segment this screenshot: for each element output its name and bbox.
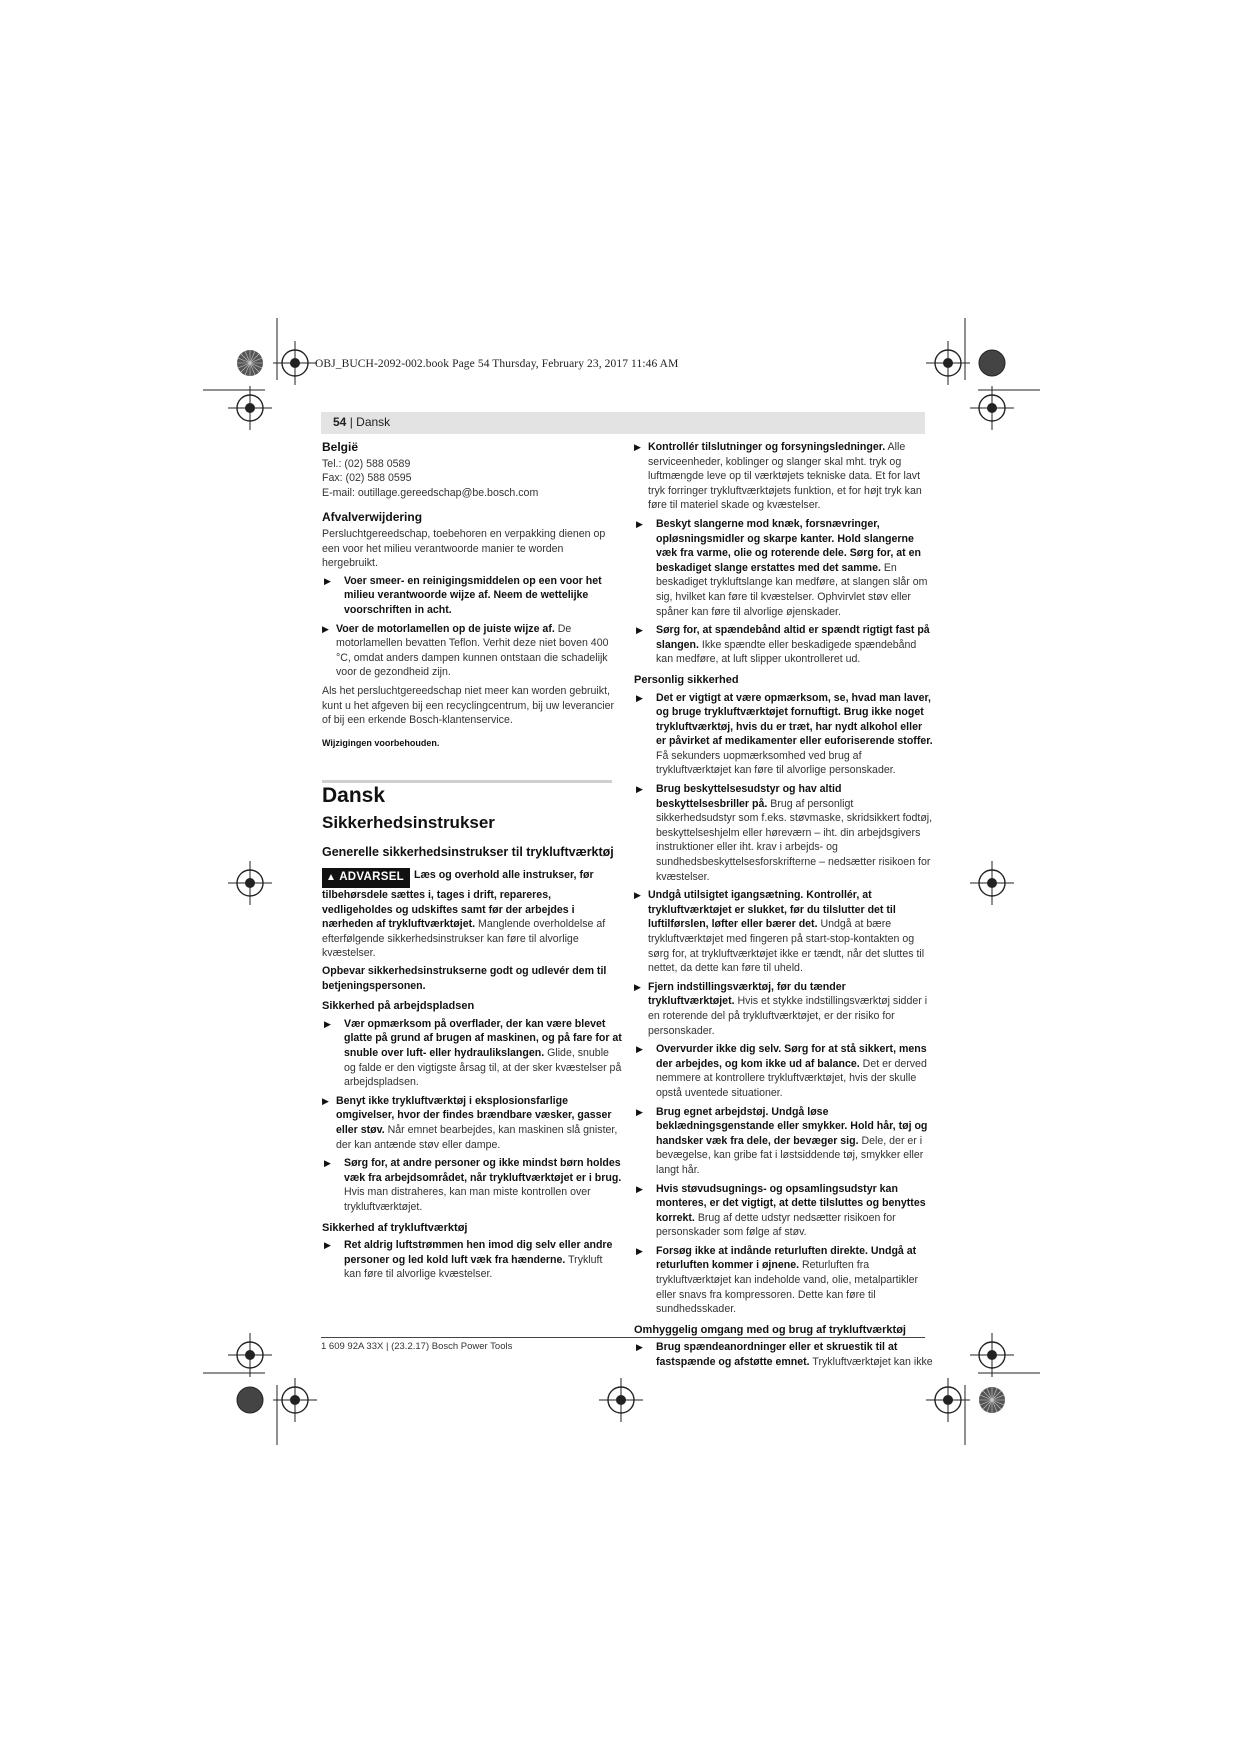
subsection-title: Generelle sikkerhedsinstrukser til trykluftværktøj xyxy=(322,845,614,860)
work-safety-title: Sikkerhed på arbejdspladsen xyxy=(322,1000,475,1013)
bullet-arrow-icon: ▶ xyxy=(324,575,331,586)
bullet-arrow-icon: ▶ xyxy=(634,442,641,452)
bullet-arrow-icon: ▶ xyxy=(636,1183,643,1194)
bullet-arrow-icon: ▶ xyxy=(636,1044,643,1055)
bullet-arrow-icon: ▶ xyxy=(634,981,641,992)
list-item: ▶ Benyt ikke trykluftværktøj i eksplosionsfarlige omgivelser, hvor der findes brændbare væsker, gasser eller støv. Når emnet bearbejdes, kan maskinen slå gnister, der kan antænde støv eller dampe. xyxy=(322,1094,618,1151)
bullet-arrow-icon: ▶ xyxy=(634,890,641,901)
personal-safety-title: Personlig sikkerhed xyxy=(634,673,739,686)
bullet-arrow-icon: ▶ xyxy=(636,692,643,703)
afval-title: Afvalverwijdering xyxy=(322,510,423,525)
registration-mark-icon xyxy=(970,386,1014,430)
header-separator: | xyxy=(346,415,357,429)
bullet-arrow-icon: ▶ xyxy=(636,784,643,795)
color-target-icon xyxy=(979,1387,1005,1413)
list-item: ▶ Det er vigtigt at være opmærksom, se, hvad man laver, og bruge trykluftværktøjet fornuftigt. Brug ikke noget trykluftværktøj, hvis du er træt, har nydt alkohol eller er påvirket af medikamenter eller euforiserende stoffer. Få sekunders uopmærksomhed ved brug af trykluftværktøjet kan føre til alvorlige personskader. xyxy=(636,691,933,777)
header-language: Dansk xyxy=(356,415,391,429)
bullet-arrow-icon: ▶ xyxy=(636,518,643,529)
email-line: E-mail: outillage.gereedschap@be.bosch.com xyxy=(322,486,539,499)
bullet-arrow-icon: ▶ xyxy=(636,625,643,636)
bullet-arrow-icon: ▶ xyxy=(324,1018,331,1029)
page-footer: 1 609 92A 33X | (23.2.17) Bosch Power Tools xyxy=(321,1337,925,1352)
list-item: ▶ Sørg for, at spændebånd altid er spændt rigtigt fast på slangen. Ikke spændte eller beskadigede spændebånd kan medføre, at luft slipper ukontrolleret ud. xyxy=(636,624,930,666)
section-title: Sikkerhedsinstrukser xyxy=(322,812,495,832)
bullet-arrow-icon: ▶ xyxy=(324,1240,331,1251)
list-item: ▶ Sørg for, at andre personer og ikke mindst børn holdes væk fra arbejdsområdet, når trykluftværktøjet er i brug. Hvis man distraheres, kan man miste kontrollen over trykluftværktøjet. xyxy=(324,1157,622,1213)
bullet-arrow-icon: ▶ xyxy=(636,1245,643,1256)
registration-mark-icon xyxy=(273,341,317,385)
afval-intro: Persluchtgereedschap, toebehoren en verpakking dienen op een voor het milieu verantwoorde manier te worden hergebruikt. xyxy=(322,527,606,570)
warning-badge: ▲ ADVARSEL xyxy=(322,868,410,888)
air-safety-title: Sikkerhed af trykluftværktøj xyxy=(322,1221,468,1234)
careful-use-title: Omhyggelig omgang med og brug af trykluftværktøj xyxy=(634,1323,906,1336)
list-item: ▶ Hvis støvudsugnings- og opsamlingsudstyr kan monteres, er det vigtigt, at dette tilsluttes og benyttes korrekt. Brug af dette udstyr nedsætter risikoen for personskader som følge af støv. xyxy=(636,1182,926,1239)
registration-mark-icon xyxy=(273,1378,317,1422)
bullet-arrow-icon: ▶ xyxy=(636,1106,643,1117)
registration-mark-icon xyxy=(926,341,970,385)
bullet-arrow-icon: ▶ xyxy=(322,1095,329,1106)
list-item: ▶ Forsøg ikke at indånde returluften direkte. Undgå at returluften kommer i øjnene. Returluften fra trykluftværktøjet kan indeholde vand, olie, metalpartikler eller snavs fra kompressoren. Dette kan føre til sundhedsskader. xyxy=(636,1244,919,1316)
keep-instructions: Opbevar sikkerhedsinstrukserne godt og udlevér dem til betjeningspersonen. xyxy=(322,965,607,992)
list-item: ▶ Overvurder ikke dig selv. Sørg for at stå sikkert, mens der arbejdes, og kom ikke ud af balance. Det er derved nemmere at kontrollere trykluftværktøjet, hvis der skulle opstå uventede situationer. xyxy=(636,1043,927,1099)
registration-mark-icon xyxy=(599,1378,643,1422)
bullet-arrow-icon: ▶ xyxy=(636,1342,643,1353)
list-item: ▶ Brug spændeanordninger eller et skruestik til at fastspænde og afstøtte emnet. Trykluftværktøjet kan ikke xyxy=(636,1341,933,1369)
registration-mark-icon xyxy=(228,861,272,905)
warning-paragraph: ▲ ADVARSEL Læs og overhold alle instrukser, før tilbehørsdele sættes i, tages i drift, repareres, vedligeholdes og udskiftes samt før der arbejdes i nærheden af trykluftværktøjet. Manglende overholdelse af efterfølgende sikkerhedsinstrukser kan føre til alvorlige kvæstelser. xyxy=(322,869,606,960)
registration-mark-icon xyxy=(926,1378,970,1422)
left-column xyxy=(322,440,622,1286)
list-item: ▶ Brug beskyttelsesudstyr og hav altid beskyttelsesbriller på. Brug af personligt sikkerhedsudstyr som f.eks. støvmaske, skridsikkert fodtøj, beskyttelseshjelm eller høreværn – iht. din arbejdsgivers instruktioner eller iht. krav i arbejds- og sundhedsbeskyttelsesforskrifterne – nedsætter risikoen for kvæstelser. xyxy=(636,783,933,883)
registration-mark-icon xyxy=(970,861,1014,905)
afval-outro: Als het persluchtgereedschap niet meer kan worden gebruikt, kunt u het afgeven bij een recyclingcentrum, bij uw leverancier of bij een erkende Bosch-klantenservice. xyxy=(322,684,615,727)
tel-line: Tel.: (02) 588 0589 xyxy=(322,457,411,470)
color-target-icon xyxy=(237,1387,263,1413)
bullet-arrow-icon: ▶ xyxy=(324,1158,331,1169)
list-item: ▶ Beskyt slangerne mod knæk, forsnævringer, opløsningsmidler og skarpe kanter. Hold slangerne væk fra varme, olie og roterende dele. Sørg for, at en beskadiget slange erstattes med det samme. En beskadiget trykluftslange kan medføre, at slangen slår om sig, hvilket kan føre til kvæstelser. Ophvirvlet støv eller spåner kan føre til alvorlige øjenskader. xyxy=(636,517,928,618)
registration-mark-icon xyxy=(228,386,272,430)
list-item: ▶ Ret aldrig luftstrømmen hen imod dig selv eller andre personer og led kold luft væk fra hænderne. Trykluft kan føre til alvorlige kvæstelser. xyxy=(324,1239,613,1281)
list-item: ▶ Undgå utilsigtet igangsætning. Kontrollér, at trykluftværktøjet er slukket, før du tilslutter det til luftilførslen, løfter eller bærer det. Undgå at bære trykluftværktøjet med fingeren på start-stop-kontakten og sørg for, at trykluftværktøjet ikke er tændt, når det sluttes til nettet, da dette kan føre til uheld. xyxy=(634,889,925,975)
print-slug: OBJ_BUCH-2092-002.book Page 54 Thursday, February 23, 2017 11:46 AM xyxy=(315,358,679,370)
list-item: ▶ Fjern indstillingsværktøj, før du tænder trykluftværktøjet. Hvis et stykke indstillingsværktøj sidder i en roterende del på trykluftværktøjet, er der risiko for personskader. xyxy=(634,980,928,1037)
list-item: ▶ Brug egnet arbejdstøj. Undgå løse beklædningsgenstande eller smykker. Hold hår, tøj og handsker væk fra dele, der bevæger sig. Dele, der er i bevægelse, kan gribe fat i løstsiddende tøj, smykker eller langt hår. xyxy=(636,1105,928,1176)
color-target-icon xyxy=(237,350,263,376)
list-item: ▶ Voer de motorlamellen op de juiste wijze af. De motorlamellen bevatten Teflon. Verhit deze niet boven 400 °C, omdat anders dampen kunnen ontstaan die schadelijk voor de gezondheid zijn. xyxy=(322,622,609,679)
registration-mark-icon xyxy=(970,1333,1014,1377)
bullet-arrow-icon: ▶ xyxy=(322,623,329,634)
belgie-title: België xyxy=(322,440,359,454)
changes-note: Wijzigingen voorbehouden. xyxy=(322,737,440,748)
warning-triangle-icon: ▲ xyxy=(326,872,337,884)
fax-line: Fax: (02) 588 0595 xyxy=(322,472,412,485)
section-divider xyxy=(322,780,612,783)
dansk-title: Dansk xyxy=(322,784,386,808)
color-target-icon xyxy=(979,350,1005,376)
list-item: ▶ Kontrollér tilslutninger og forsyningsledninger. Alle serviceenheder, koblinger og slanger skal mht. tryk og luftmængde leve op til værktøjets tekniske data. Et for lavt tryk forringer trykluftværktøjets funktion, et for højt tryk kan føre til materiel skade og kvæstelser. xyxy=(634,441,922,512)
list-item: ▶ Voer smeer- en reinigingsmiddelen op een voor het milieu verantwoorde wijze af. Neem de wettelijke voorschriften in acht. xyxy=(324,574,602,616)
list-item: ▶ Vær opmærksom på overflader, der kan være blevet glatte på grund af brugen af maskinen, og på fare for at snuble over luft- eller hydraulikslangen. Glide, snuble og falde er den vigtigste årsag til, at der sker kvæstelser på arbejdspladsen. xyxy=(324,1017,622,1089)
page-header xyxy=(321,412,925,434)
right-column xyxy=(634,440,934,1374)
registration-mark-icon xyxy=(228,1333,272,1377)
page-label xyxy=(333,415,390,429)
page-number: 54 xyxy=(333,415,347,429)
